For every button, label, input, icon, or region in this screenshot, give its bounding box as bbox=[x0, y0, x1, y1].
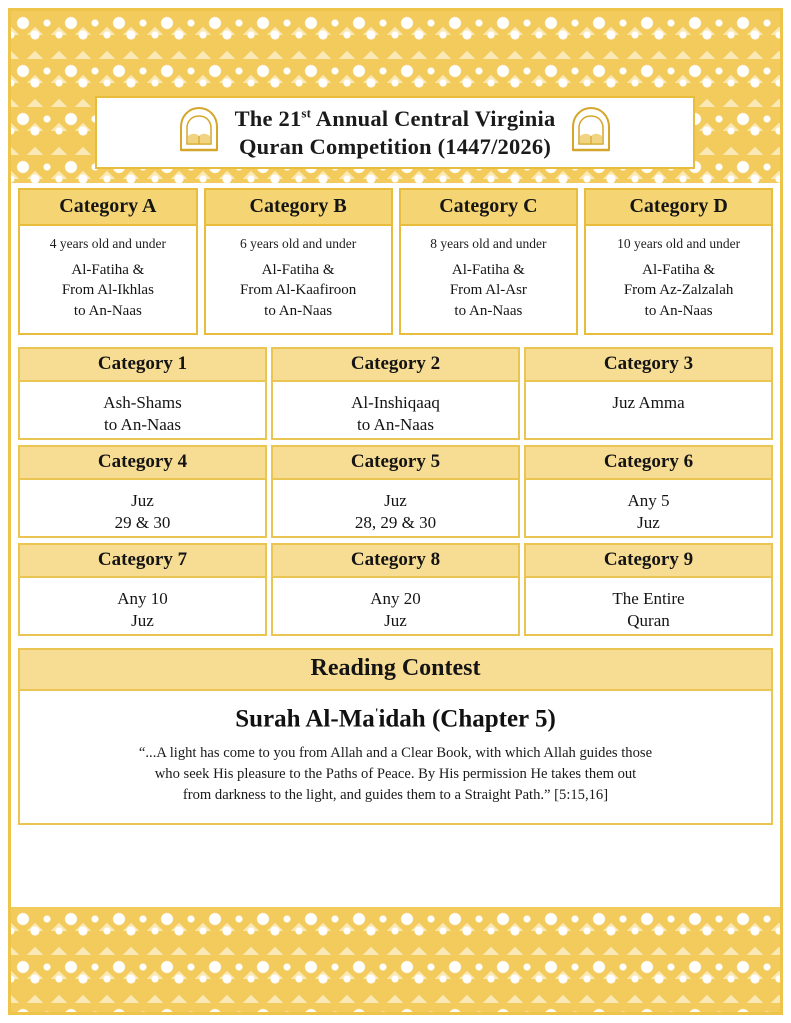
ayah-line-2: who seek His pleasure to the Paths of Peace. By His permission He takes them out bbox=[154, 766, 637, 783]
category-b-range-line1: Al-Fatiha & bbox=[261, 262, 335, 278]
category-2-title: Category 2 bbox=[271, 347, 520, 382]
category-c-body bbox=[399, 226, 579, 335]
category-8-title: Category 8 bbox=[271, 543, 520, 578]
category-b-range-line2: From Al-Kaafiroon bbox=[240, 282, 357, 299]
category-card-3 bbox=[524, 347, 773, 440]
quran-book-icon-right bbox=[569, 106, 613, 159]
category-card-c bbox=[399, 188, 579, 335]
category-d-range-line1: Al-Fatiha & bbox=[642, 262, 716, 278]
category-d-age: 10 years old and under bbox=[617, 236, 741, 251]
category-5-body bbox=[271, 480, 520, 538]
quran-book-icon-left bbox=[177, 106, 221, 159]
category-a-age: 4 years old and under bbox=[49, 236, 166, 251]
category-8-line2: Juz bbox=[384, 610, 407, 630]
category-a-range-line3: to An-Naas bbox=[73, 302, 142, 319]
category-card-4 bbox=[18, 445, 267, 538]
reading-contest-section bbox=[18, 648, 773, 825]
category-d-range-line2: From Az-Zalzalah bbox=[623, 282, 734, 299]
category-4-line2: 29 & 30 bbox=[114, 512, 171, 532]
category-a-range bbox=[24, 260, 192, 321]
category-1-title: Category 1 bbox=[18, 347, 267, 382]
ayah-line-1: “...A light has come to you from Allah and a Clear Book, with which Allah guides those bbox=[138, 745, 653, 762]
category-5-line2: 28, 29 & 30 bbox=[354, 512, 437, 532]
category-card-5 bbox=[271, 445, 520, 538]
category-c-range bbox=[405, 260, 573, 321]
title-line-2: Quran Competition (1447/2026) bbox=[238, 133, 552, 159]
category-b-body bbox=[204, 226, 393, 335]
category-8-body bbox=[271, 578, 520, 636]
category-c-range-line2: From Al-Asr bbox=[449, 282, 527, 299]
category-9-line2: Quran bbox=[627, 610, 670, 630]
category-2-line2: to An-Naas bbox=[357, 414, 434, 434]
category-card-b bbox=[204, 188, 393, 335]
category-4-title: Category 4 bbox=[18, 445, 267, 480]
category-2-line1: Al-Inshiqaaq bbox=[351, 392, 440, 412]
numbered-row-1 bbox=[18, 347, 773, 440]
category-3-body bbox=[524, 382, 773, 440]
category-6-line2: Juz bbox=[637, 512, 660, 532]
category-1-body bbox=[18, 382, 267, 440]
category-7-line1: Any 10 bbox=[117, 588, 168, 608]
category-card-a bbox=[18, 188, 198, 335]
category-3-title: Category 3 bbox=[524, 347, 773, 382]
category-b-age: 6 years old and under bbox=[240, 236, 357, 251]
category-1-line1: Ash-Shams bbox=[103, 392, 182, 412]
category-7-title: Category 7 bbox=[18, 543, 267, 578]
ayah-quote bbox=[46, 743, 745, 806]
category-5-title: Category 5 bbox=[271, 445, 520, 480]
numbered-row-2 bbox=[18, 445, 773, 538]
reading-contest-body bbox=[18, 691, 773, 825]
category-card-2 bbox=[271, 347, 520, 440]
title-plaque bbox=[95, 96, 695, 169]
category-c-title: Category C bbox=[399, 188, 579, 226]
category-6-line1: Any 5 bbox=[627, 490, 670, 510]
category-a-body bbox=[18, 226, 198, 335]
category-card-9 bbox=[524, 543, 773, 636]
category-b-range-line3: to An-Naas bbox=[264, 302, 333, 319]
category-9-line1: The Entire bbox=[612, 588, 685, 608]
category-8-line1: Any 20 bbox=[370, 588, 421, 608]
category-c-range-line1: Al-Fatiha & bbox=[451, 262, 525, 278]
category-card-d bbox=[584, 188, 773, 335]
category-d-range-line3: to An-Naas bbox=[644, 302, 713, 319]
category-4-body bbox=[18, 480, 267, 538]
category-7-body bbox=[18, 578, 267, 636]
page-title bbox=[235, 105, 556, 160]
category-c-age: 8 years old and under bbox=[430, 236, 547, 251]
category-card-8 bbox=[271, 543, 520, 636]
category-d-title: Category D bbox=[584, 188, 773, 226]
category-b-range bbox=[210, 260, 387, 321]
category-a-range-line1: Al-Fatiha & bbox=[71, 262, 145, 278]
category-d-body bbox=[584, 226, 773, 335]
category-b-title: Category B bbox=[204, 188, 393, 226]
category-a-range-line2: From Al-Ikhlas bbox=[61, 282, 154, 299]
category-9-body bbox=[524, 578, 773, 636]
surah-title: Surah Al-Ma'idah (Chapter 5) bbox=[235, 704, 556, 733]
letter-categories-row bbox=[18, 188, 773, 335]
category-3-line1: Juz Amma bbox=[612, 392, 685, 412]
title-line-1: The 21st Annual Central Virginia bbox=[234, 105, 556, 132]
ayah-line-3: from darkness to the light, and guides them to a Straight Path.” [5:15,16] bbox=[182, 787, 609, 804]
category-a-title: Category A bbox=[18, 188, 198, 226]
category-1-line2: to An-Naas bbox=[104, 414, 181, 434]
category-7-line2: Juz bbox=[131, 610, 154, 630]
category-9-title: Category 9 bbox=[524, 543, 773, 578]
poster-content bbox=[18, 188, 773, 903]
category-d-range bbox=[590, 260, 767, 321]
category-5-line1: Juz bbox=[384, 490, 407, 510]
category-6-body bbox=[524, 480, 773, 538]
ornamental-band-bottom bbox=[11, 907, 780, 1012]
category-4-line1: Juz bbox=[131, 490, 154, 510]
category-card-6 bbox=[524, 445, 773, 538]
category-c-range-line3: to An-Naas bbox=[454, 302, 523, 319]
category-card-7 bbox=[18, 543, 267, 636]
category-2-body bbox=[271, 382, 520, 440]
category-card-1 bbox=[18, 347, 267, 440]
reading-contest-title: Reading Contest bbox=[18, 648, 773, 691]
numbered-categories-grid bbox=[18, 347, 773, 636]
category-6-title: Category 6 bbox=[524, 445, 773, 480]
numbered-row-3 bbox=[18, 543, 773, 636]
